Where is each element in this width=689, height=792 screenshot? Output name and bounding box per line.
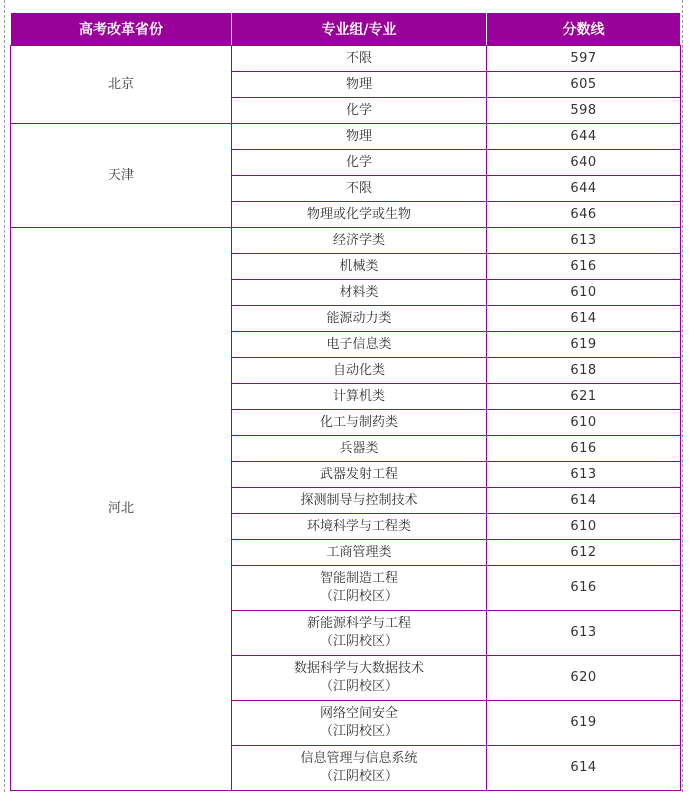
major-cell: 机械类 — [232, 254, 487, 280]
score-cell: 620 — [487, 656, 681, 701]
major-cell: 兵器类 — [232, 436, 487, 462]
score-cell: 621 — [487, 384, 681, 410]
major-cell: 武器发射工程 — [232, 462, 487, 488]
major-cell: 物理 — [232, 124, 487, 150]
score-cell: 610 — [487, 410, 681, 436]
header-major: 专业组/专业 — [232, 13, 487, 46]
major-cell: 经济学类 — [232, 228, 487, 254]
campus-note: （江阴校区） — [319, 724, 398, 739]
score-cell: 597 — [487, 46, 681, 72]
major-cell: 能源动力类 — [232, 306, 487, 332]
province-cell: 天津 — [11, 124, 232, 228]
header-province: 高考改革省份 — [11, 13, 232, 46]
major-cell: 化工与制药类 — [232, 410, 487, 436]
major-cell: 环境科学与工程类 — [232, 514, 487, 540]
major-cell — [232, 566, 487, 611]
table-row — [11, 124, 681, 150]
campus-note: （江阴校区） — [319, 769, 398, 784]
major-name: 新能源科学与工程 — [306, 616, 411, 631]
score-cell: 614 — [487, 306, 681, 332]
score-cell: 614 — [487, 746, 681, 791]
table-row — [11, 46, 681, 72]
major-cell: 探测制导与控制技术 — [232, 488, 487, 514]
major-name: 数据科学与大数据技术 — [293, 661, 424, 676]
campus-note: （江阴校区） — [319, 589, 398, 604]
major-name: 网络空间安全 — [319, 706, 398, 721]
major-name: 信息管理与信息系统 — [300, 751, 418, 766]
major-cell: 工商管理类 — [232, 540, 487, 566]
major-cell: 自动化类 — [232, 358, 487, 384]
score-table — [10, 12, 681, 791]
major-cell: 材料类 — [232, 280, 487, 306]
campus-note: （江阴校区） — [319, 679, 398, 694]
score-cell: 605 — [487, 72, 681, 98]
score-cell: 644 — [487, 176, 681, 202]
table-row — [11, 228, 681, 254]
major-cell: 电子信息类 — [232, 332, 487, 358]
score-cell: 646 — [487, 202, 681, 228]
score-cell: 640 — [487, 150, 681, 176]
score-cell: 618 — [487, 358, 681, 384]
table-header-row — [11, 13, 681, 46]
score-cell: 613 — [487, 611, 681, 656]
score-cell: 619 — [487, 332, 681, 358]
major-cell — [232, 611, 487, 656]
score-cell: 598 — [487, 98, 681, 124]
major-cell: 化学 — [232, 98, 487, 124]
score-cell: 610 — [487, 280, 681, 306]
province-cell: 北京 — [11, 46, 232, 124]
score-cell: 616 — [487, 254, 681, 280]
score-cell: 619 — [487, 701, 681, 746]
score-cell: 612 — [487, 540, 681, 566]
major-cell: 不限 — [232, 46, 487, 72]
major-cell: 计算机类 — [232, 384, 487, 410]
score-cell: 613 — [487, 228, 681, 254]
major-cell — [232, 701, 487, 746]
major-cell: 物理或化学或生物 — [232, 202, 487, 228]
score-cell: 610 — [487, 514, 681, 540]
major-name: 智能制造工程 — [319, 571, 398, 586]
major-cell — [232, 656, 487, 701]
header-score: 分数线 — [487, 13, 681, 46]
score-cell: 616 — [487, 436, 681, 462]
major-cell: 物理 — [232, 72, 487, 98]
score-cell: 614 — [487, 488, 681, 514]
province-cell: 河北 — [11, 228, 232, 791]
score-cell: 644 — [487, 124, 681, 150]
campus-note: （江阴校区） — [319, 634, 398, 649]
score-cell: 616 — [487, 566, 681, 611]
score-cell: 613 — [487, 462, 681, 488]
major-cell — [232, 746, 487, 791]
major-cell: 不限 — [232, 176, 487, 202]
major-cell: 化学 — [232, 150, 487, 176]
